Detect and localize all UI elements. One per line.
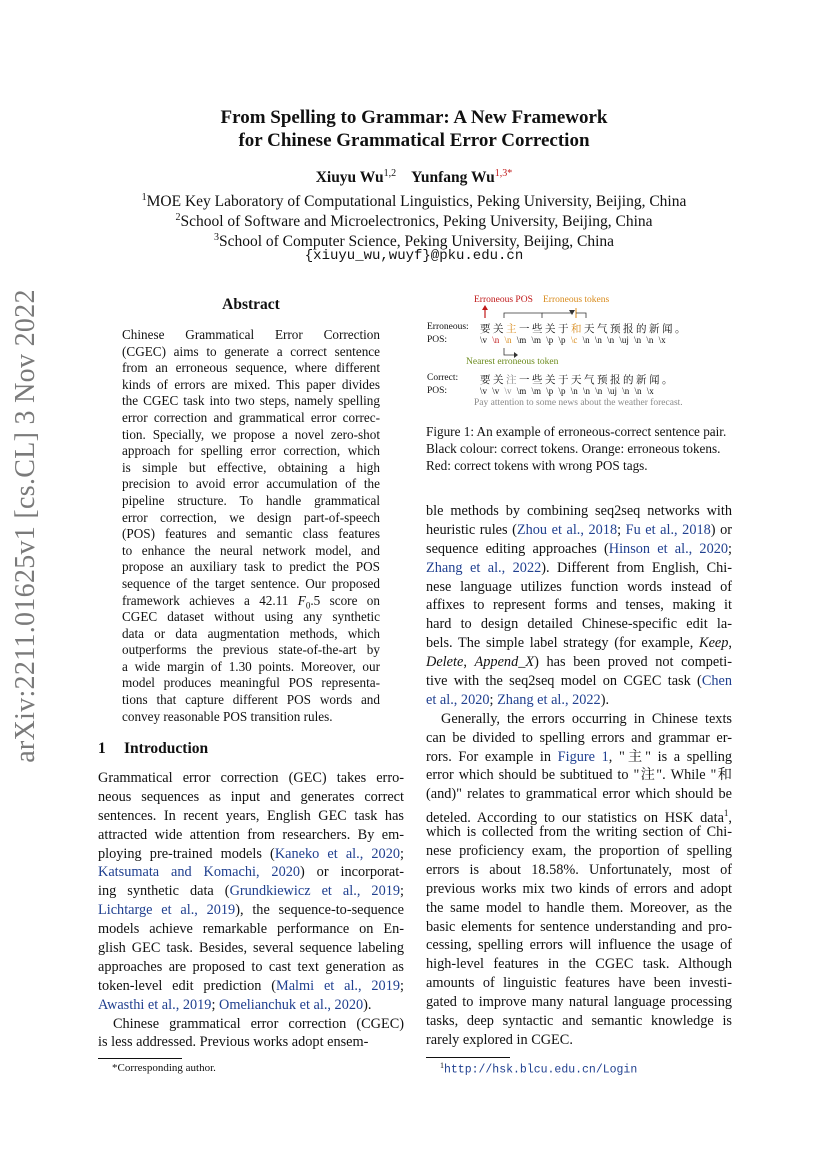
text-line: previous works mix two kinds of errors and adopt: [426, 880, 732, 897]
text-line: Lichtarge et al., 2019), the sequence-to-sequence: [98, 902, 404, 919]
text-line: Awasthi et al., 2019; Omelianchuk et al., 2020).: [98, 996, 372, 1013]
figure-row-correct-label: Correct:: [427, 373, 459, 383]
abstract-line: model produces meaningful POS representa-: [122, 675, 380, 691]
text-line: the same model to handle them. Moreover, as the: [426, 899, 732, 916]
abstract-line: CGEC dataset without using any synthetic: [122, 609, 380, 625]
abstract-line: convey reasonable POS transition rules.: [122, 708, 333, 724]
text-line: Chinese grammatical error correction (CGEC): [113, 1015, 404, 1032]
text-line: is less addressed. Previous works adopt ensem-: [98, 1034, 369, 1051]
text-line: glish GEC task. Besides, several sequence labeling: [98, 940, 404, 957]
text-line: error which should be subtitued to "注". While "和: [426, 767, 732, 784]
text-line: basic elements for sentence understanding and pro-: [426, 918, 732, 935]
section-heading: 1 Introduction: [98, 740, 209, 757]
abstract-line: propose an auxiliary task to predict the POS: [122, 559, 380, 575]
figure-translation: Pay attention to some news about the weather forecast.: [474, 398, 683, 408]
abstract-line: error correction, we design part-of-speech: [122, 509, 380, 525]
text-line: attracted wide attention from researchers. By em-: [98, 826, 404, 843]
text-line: ing synthetic data (Grundkiewicz et al., 2019;: [98, 883, 404, 900]
abstract-line: sequence of the target sentence. Our proposed: [122, 575, 380, 591]
abstract-line: precision to avoid error accumulation of the: [122, 476, 380, 492]
abstract-line: a wide margin of 1.30 points. Moreover, our: [122, 658, 380, 674]
author-list: [0, 168, 828, 187]
text-line: nese proficiency exam, the proportion of spelling: [426, 843, 732, 860]
abstract-line: approach for spelling error correction, which: [122, 443, 380, 459]
abstract-line: pipeline structure. To handle grammatical: [122, 492, 380, 508]
author-name: Yunfang Wu: [411, 169, 495, 187]
text-line: tasks, deep syntactic and semantic knowledge is: [426, 1013, 732, 1030]
hsk-url-link[interactable]: http://hsk.blcu.edu.cn/Login: [444, 1063, 638, 1077]
text-line: neous sequences as input and generates correct: [98, 788, 404, 805]
text-line: Grammatical error correction (GEC) takes erro-: [98, 770, 404, 786]
text-line: approaches are proposed to cast text generation as: [98, 958, 404, 975]
affiliation-3: $^3$School of Computer Science, Peking University, Beijing, China: [213, 232, 615, 251]
text-line: amounts of linguistic features have been investi-: [426, 975, 732, 992]
text-line: sequence editing approaches (Hinson et al., 2020;: [426, 540, 732, 557]
abstract-line: is simple but effective, obtaining a high: [122, 459, 380, 475]
text-line: errors is about 18.58%. Unfortunately, most of: [426, 861, 732, 878]
text-line: hard to design detailed Chinese-specific edit la-: [426, 616, 732, 633]
text-line: Zhang et al., 2022). Different from English, Chi-: [426, 559, 732, 576]
figure-correct-sentence: 要关注一些关于天气预报的新闻。: [480, 374, 675, 386]
abstract-body: [122, 327, 380, 725]
text-line: token-level edit prediction (Malmi et al., 2019;: [98, 977, 404, 994]
affiliation-1: $^1$MOE Key Laboratory of Computational Linguistics, Peking University, Beijing, China: [141, 192, 687, 211]
author-affil-mark: 1,3*: [494, 168, 513, 179]
footnote-rule: [98, 1058, 182, 1059]
text-line: tive with the seq2seq model on CGEC task (Chen: [426, 673, 732, 690]
text-line: rarely explored in CGEC.: [426, 1031, 573, 1048]
abstract-line: tion. Specially, we propose a novel zero-shot: [122, 426, 380, 442]
text-line: cessing, spelling errors will influence the usage of: [426, 937, 732, 954]
arxiv-stamp: arXiv:2211.01625v1 [cs.CL] 3 Nov 2022: [10, 289, 41, 763]
text-line: ploying pre-trained models (Kaneko et al., 2020;: [98, 845, 404, 862]
figure-label-erroneous-pos: Erroneous POS: [474, 295, 533, 305]
text-line: deteled. According to our statistics on HSK data$^1$,: [426, 808, 732, 827]
text-line: et al., 2020; Zhang et al., 2022).: [426, 691, 610, 708]
text-line: nese language utilizes function words instead of: [426, 578, 732, 595]
left-column-text: [98, 769, 404, 1052]
text-line: Generally, the errors occurring in Chinese texts: [441, 710, 732, 727]
text-line: Katsumata and Komachi, 2020) or incorporat-: [98, 864, 404, 881]
text-line: sentences. In recent years, English GEC task has: [98, 807, 404, 824]
figure-correct-pos: \v \v \v \m \m \p \p \n \n \n \uj \n \n \x: [480, 386, 654, 396]
author-affil-mark: 1,2: [383, 168, 397, 179]
abstract-line: kinds of errors are mixed. This paper divides: [122, 376, 380, 392]
abstract-heading: Abstract: [222, 296, 280, 313]
text-line: rors. For example in Figure 1, "主" is a spelling: [426, 748, 732, 765]
text-line: can be divided to spelling errors and grammar er-: [426, 729, 732, 746]
figure-erroneous-pos: \v \n \n \m \m \p \p \c \n \n \n \uj \n \n \x: [480, 335, 666, 345]
text-line: high-level features in the CGEC task. Although: [426, 956, 732, 973]
abstract-line: (POS) features and semantic class features: [122, 526, 380, 542]
footnote-corresponding: *Corresponding author.: [112, 1062, 216, 1074]
abstract-line: tions that capture different POS words and: [122, 692, 380, 708]
figure-caption: Figure 1: An example of erroneous-correct sentence pair. Black colour: correct tokens. Orange: erroneous tokens. Red: correct tokens with wrong POS tags.: [426, 424, 727, 473]
paper-title-line1: From Spelling to Grammar: A New Framework: [220, 107, 608, 128]
abstract-line: the CGEC task into two steps, namely spelling: [122, 393, 380, 409]
text-line: gated to improve many natural language processing: [426, 994, 732, 1011]
figure-erroneous-sentence: 要关主一些关于和天气预报的新闻。: [480, 323, 688, 335]
author-email: {xiuyu_wu,wuyf}@pku.edu.cn: [304, 248, 524, 264]
figure-label-nearest-token: Nearest erroneous token: [466, 357, 559, 367]
figure-row-erroneous-label: Erroneous:: [427, 322, 469, 332]
right-column-text: [426, 502, 732, 1050]
figure-row-pos-label-2: POS:: [427, 386, 448, 396]
text-line: (and)" relates to grammatical error which should be: [426, 786, 732, 803]
text-line: models achieve remarkable performance on En-: [98, 921, 404, 938]
text-line: Delete, Append_X) has been proved not competi-: [426, 654, 732, 671]
abstract-line: framework achieves a 42.11 $F_0.5$ score on: [122, 592, 380, 611]
abstract-line: data or data augmentation methods, which: [122, 625, 380, 641]
abstract-line: error correction and grammatical error correc-: [122, 409, 380, 425]
text-line: which is collected from the writing section of Chi-: [426, 824, 732, 841]
abstract-line: outperforms the previous state-of-the-art by: [122, 642, 380, 658]
figure-row-pos-label: POS:: [427, 335, 448, 345]
abstract-line: from an erroneous sequence, where different: [122, 360, 380, 376]
paper-title-line2: for Chinese Grammatical Error Correction: [238, 130, 590, 151]
author-name: Xiuyu Wu: [315, 169, 384, 187]
abstract-line: Chinese Grammatical Error Correction: [122, 327, 380, 342]
text-line: heuristic rules (Zhou et al., 2018; Fu et al., 2018) or: [426, 521, 733, 538]
text-line: ble methods by combining seq2seq networks with: [426, 503, 732, 519]
text-line: affixes to represent forms and tenses, making it: [426, 597, 732, 614]
figure-label-erroneous-tokens: Erroneous tokens: [543, 295, 610, 305]
footnote-hsk: $^1$http://hsk.blcu.edu.cn/Login: [440, 1061, 638, 1077]
footnote-rule-right: [426, 1057, 510, 1058]
abstract-line: to enhance the neural network model, and: [122, 542, 380, 558]
abstract-line: (CGEC) aims to generate a correct sentence: [122, 343, 380, 359]
text-line: bels. The simple label strategy (for example, Keep,: [426, 635, 732, 652]
affiliation-2: $^2$School of Software and Microelectronics, Peking University, Beijing, China: [175, 212, 653, 231]
figure-1: [426, 292, 736, 412]
